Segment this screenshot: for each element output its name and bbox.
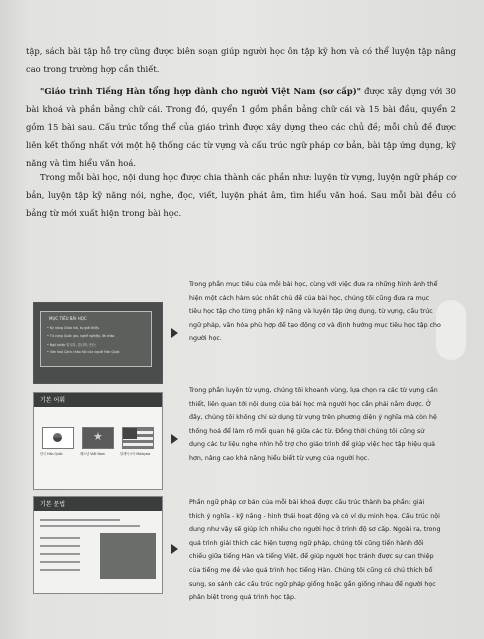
objectives-thumbnail bbox=[33, 302, 163, 384]
grammar-title: 기본 문법 bbox=[40, 501, 66, 508]
pointer-arrow-icon bbox=[171, 434, 178, 444]
vocabulary-description: Trong phần luyện từ vựng, chúng tôi khoanh vùng, lựa chọn ra các từ vựng cần thiết, liên quan tới nội dung của bài học mà người học cần phải nắm được. Ở đây, chúng tôi không chỉ sử dụng từ vựng trên phương diện ý nghĩa mà còn hệ thống hoá để làm rõ mối quan hệ giữa các từ. Đồng thời chúng tôi cũng sử dụng các tư liệu nghe nhìn hỗ trợ cho giáo trình để giúp việc học tập hiệu quả hơn, nâng cao khả năng hiểu biết từ vựng của người học. bbox=[189, 387, 438, 462]
paragraph-lesson-parts: Trong mỗi bài học, nội dung học được chia thành các phần như: luyện từ vựng, luyện ngữ pháp cơ bản, luyện tập kỹ năng nói, nghe, đọc, viết, luyện phát âm, tìm hiểu văn hoá. Sau mỗi bài đều có bảng từ mới xuất hiện trong bài học. bbox=[26, 172, 456, 218]
vocabulary-thumbnail bbox=[33, 392, 163, 490]
malaysia-flag-icon bbox=[122, 427, 154, 449]
grammar-description: Phần ngữ pháp cơ bản của mỗi bài khoá được cấu trúc thành ba phần: giải thích ý nghĩa - kỹ năng - hình thái hoạt động và có ví dụ minh họa. Cấu trúc nội dung như vậy sẽ giúp ích nhiều cho người học ở trình độ sơ cấp. Ngoài ra, trong quá trình giải thích các hiện tượng ngữ pháp, chúng tôi cũng tiến hành đối chiếu giữa tiếng Hàn và tiếng Việt, để giúp người học tránh được sự can thiệp của tiếng mẹ đẻ vào quá trình học tiếng Hàn. Chúng tôi cũng có chú thích bổ sung, so sánh các cấu trúc ngữ pháp giống hoặc gần giống nhau để người học phân biệt trong quá trình học tập. bbox=[189, 499, 441, 602]
grammar-table bbox=[100, 533, 156, 579]
paragraph-structure bbox=[26, 82, 456, 172]
flag-caption: 한국 Hàn Quốc bbox=[40, 452, 63, 456]
korea-flag-icon bbox=[42, 427, 74, 449]
text-line bbox=[40, 561, 80, 563]
objectives-box bbox=[40, 311, 152, 367]
paragraph-structure-body: được xây dựng với 30 bài khoá và phần bảng chữ cái. Trong đó, quyển 1 gồm phần bảng chữ cái và 15 bài đầu, quyển 2 gồm 15 bài sau. Cấu trúc tổng thể của giáo trình được xây dựng theo các chủ đề; mỗi chủ đề được liên kết thống nhất với một hệ thống các từ vựng và cấu trúc ngữ pháp cơ bản, bài tập ứng dụng, kỹ năng và tìm hiểu văn hoá. bbox=[26, 86, 456, 168]
vietnam-flag-icon bbox=[82, 427, 114, 449]
section-grammar bbox=[33, 496, 453, 636]
text-line bbox=[40, 569, 80, 571]
text-line bbox=[40, 537, 80, 539]
section-objectives bbox=[33, 278, 453, 378]
flag-caption: 말레이시아 Malaysia bbox=[120, 452, 151, 456]
text-line bbox=[40, 525, 140, 527]
vocabulary-title: 기본 어휘 bbox=[40, 397, 66, 404]
section-vocabulary bbox=[33, 384, 453, 494]
pointer-arrow-icon bbox=[171, 328, 178, 338]
grammar-header bbox=[34, 497, 162, 511]
flag-caption: 베트남 Việt Nam bbox=[80, 452, 105, 456]
objectives-title: MỤC TIÊU BÀI HỌC bbox=[49, 316, 87, 321]
objectives-description: Trong phần mục tiêu của mỗi bài học, cùng với việc đưa ra những hình ảnh thể hiện một cách hàm súc nhất chủ đề của bài học, chúng tôi cũng đưa ra mục tiêu học tập cho từng phần kỹ năng và luyện tập ứng dụng, từ vựng, cấu trúc ngữ pháp, văn hóa phù hợp để tạo động cơ và định hướng mục tiêu học tập cho người học. bbox=[189, 281, 441, 343]
objectives-row: • Ngữ pháp 입니다, 입니까, 은/는 bbox=[47, 343, 97, 347]
grammar-thumbnail bbox=[33, 496, 163, 594]
text-line bbox=[40, 545, 80, 547]
book-title: "Giáo trình Tiếng Hàn tổng hợp dành cho người Việt Nam (sơ cấp)" bbox=[40, 86, 362, 96]
pointer-arrow-icon bbox=[171, 544, 178, 554]
paragraph-intro: tập, sách bài tập hỗ trợ cũng được biên soạn giúp người học ôn tập kỹ hơn và có thể luyện tập nâng cao trong trường hợp cần thiết. bbox=[26, 46, 456, 74]
text-line bbox=[40, 553, 80, 555]
vocabulary-header bbox=[34, 393, 162, 407]
objectives-row: • Từ vựng Quốc gia, nghề nghiệp, lời chào bbox=[47, 334, 115, 338]
objectives-row: • Kỹ năng Chào hỏi, tự giới thiệu bbox=[47, 326, 100, 330]
text-line bbox=[40, 519, 120, 521]
objectives-row: • Văn hoá Cách chào hỏi của người Hàn Quốc bbox=[47, 350, 120, 354]
